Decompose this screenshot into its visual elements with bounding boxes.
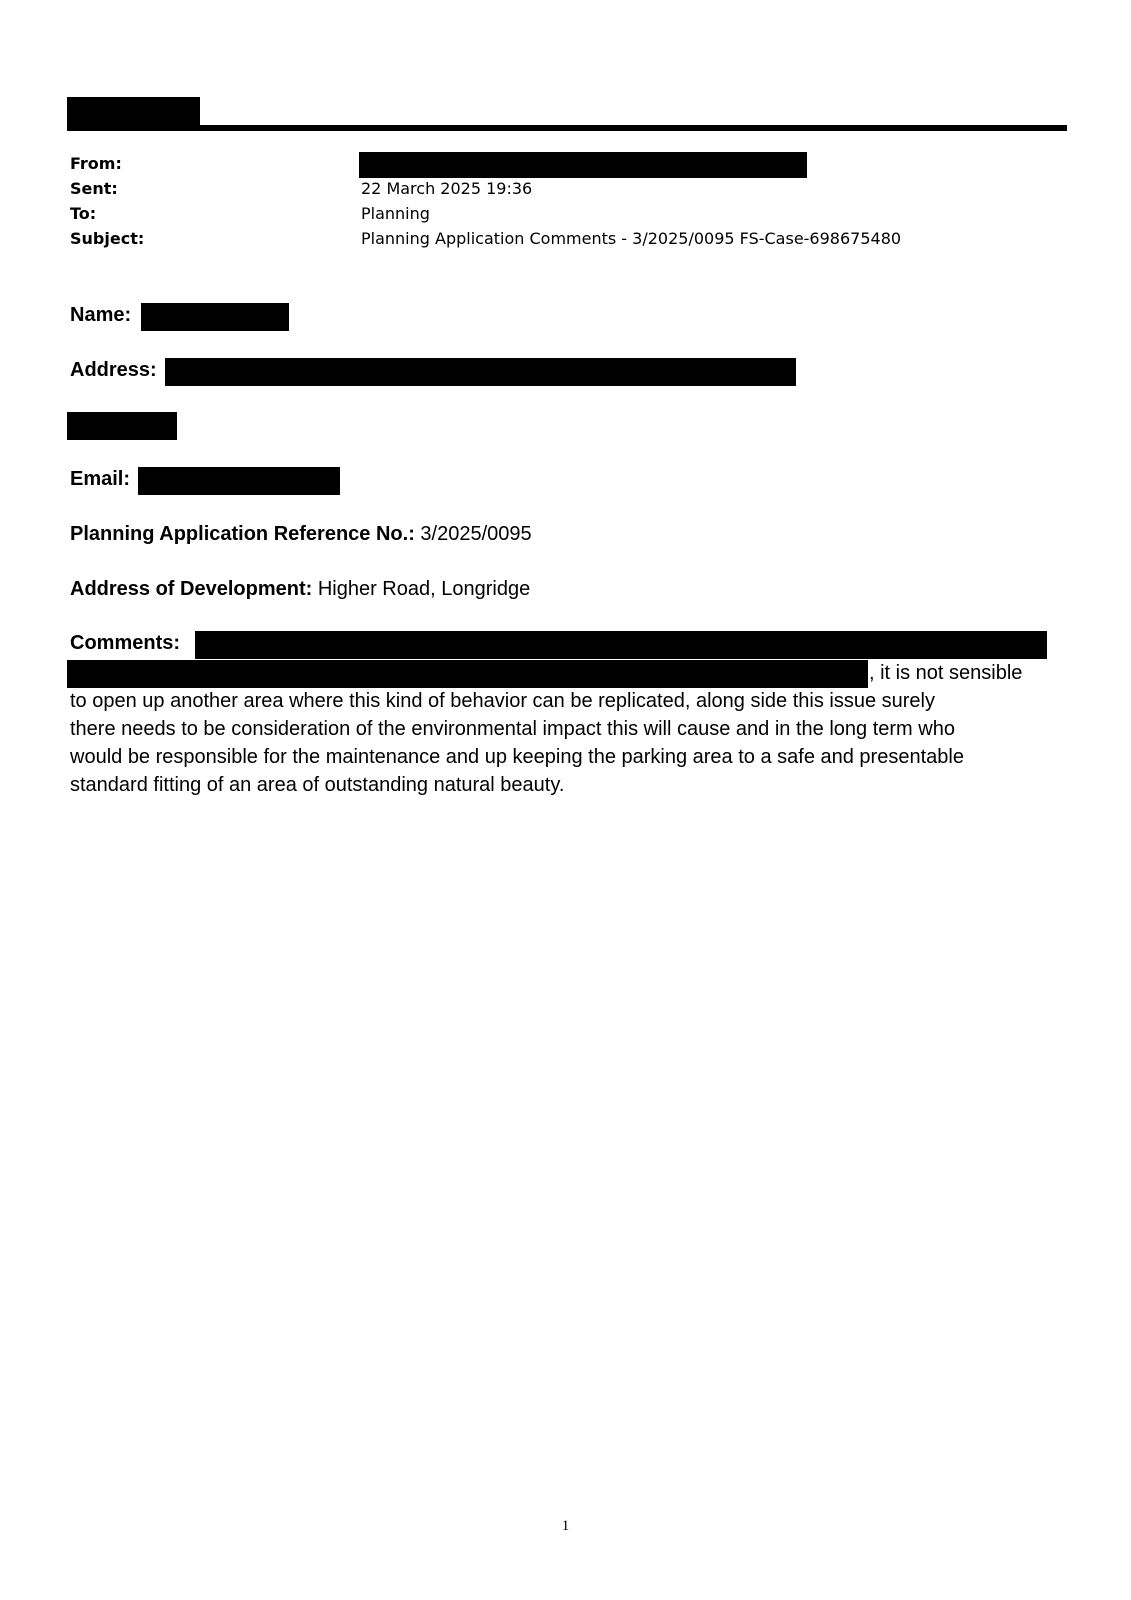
sent-label: Sent: [70, 179, 118, 198]
redacted-header-name [67, 97, 200, 127]
from-label: From: [70, 154, 122, 173]
comment-line-1: , it is not sensible [869, 662, 1023, 684]
subject-label: Subject: [70, 229, 145, 248]
development-line [70, 576, 530, 602]
comment-line-5: standard fitting of an area of outstanding natural beauty. [70, 774, 565, 796]
redacted-from-value [359, 152, 807, 178]
to-value: Planning [361, 204, 430, 223]
reference-line [70, 521, 532, 547]
subject-value: Planning Application Comments - 3/2025/0095 FS-Case-698675480 [361, 229, 902, 248]
sent-value: 22 March 2025 19:36 [361, 179, 533, 198]
reference-value: 3/2025/0095 [420, 523, 532, 545]
redacted-email-value [138, 467, 340, 495]
redacted-address-value [165, 358, 796, 386]
header-rule [67, 125, 1067, 131]
comment-line-2: to open up another area where this kind of behavior can be replicated, along side this issue surely [70, 690, 935, 712]
name-label: Name: [70, 304, 132, 326]
comments-label: Comments: [70, 632, 181, 654]
development-label: Address of Development: [70, 578, 313, 600]
redacted-address-line2 [67, 412, 177, 440]
to-label: To: [70, 204, 97, 223]
redacted-name-value [141, 303, 289, 331]
address-label: Address: [70, 359, 157, 381]
development-value: Higher Road, Longridge [317, 578, 531, 600]
email-label: Email: [70, 468, 131, 490]
page-number: 1 [561, 1518, 570, 1534]
reference-label: Planning Application Reference No.: [70, 523, 415, 545]
comment-line-3: there needs to be consideration of the environmental impact this will cause and in the long term who [70, 718, 955, 740]
redacted-comments-line2 [67, 660, 868, 688]
redacted-comments-line1 [195, 631, 1047, 659]
comment-line-4: would be responsible for the maintenance and up keeping the parking area to a safe and presentable [70, 746, 964, 768]
